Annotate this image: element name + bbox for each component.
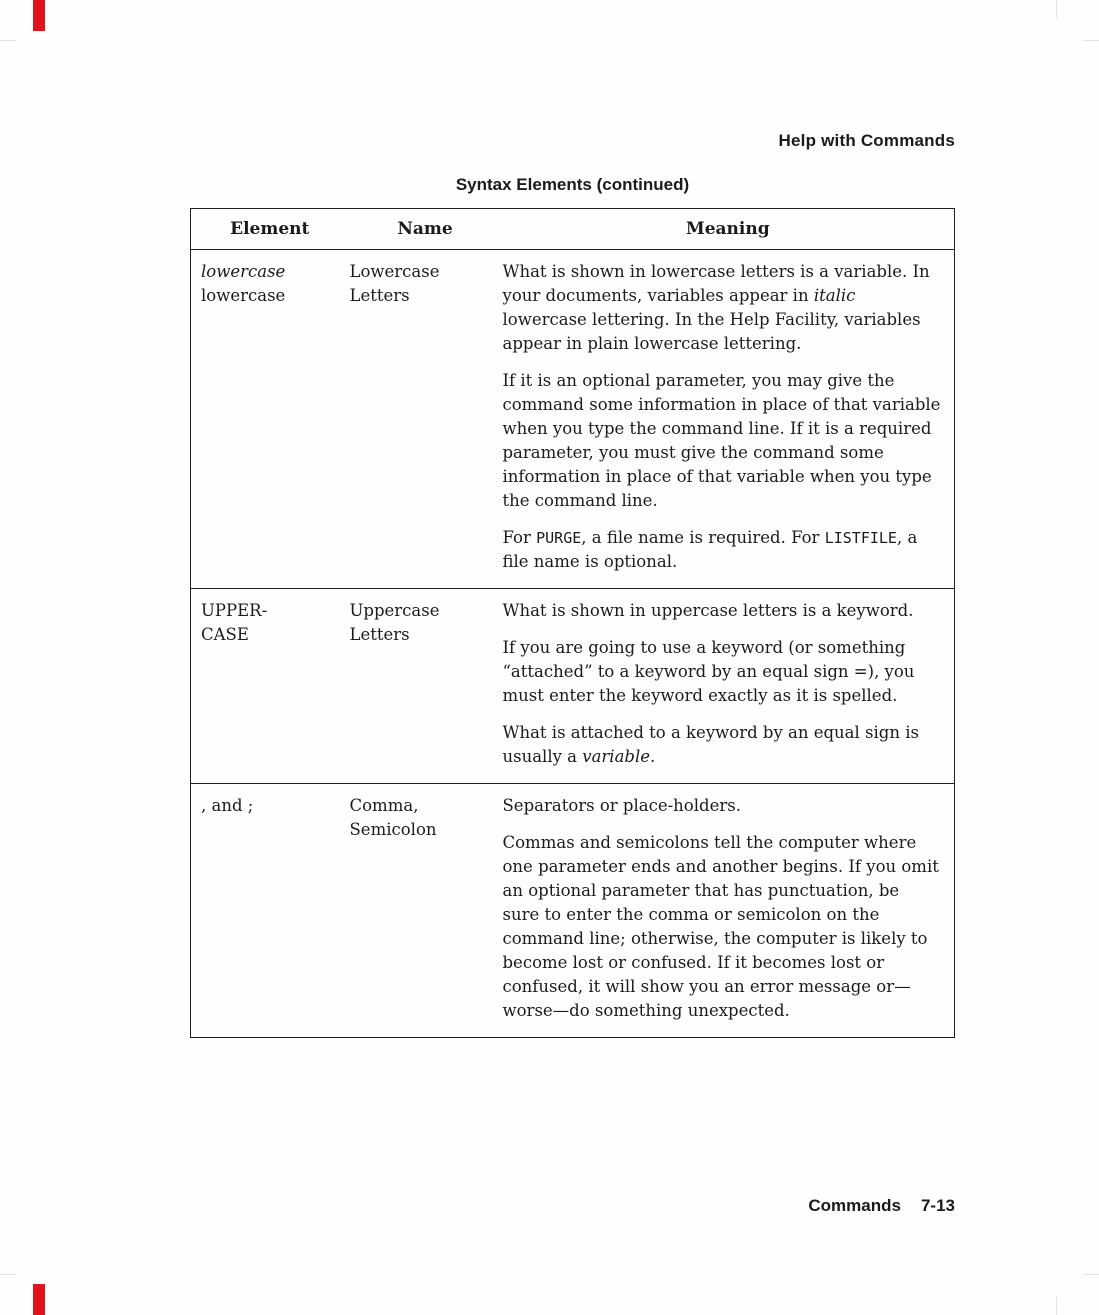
element-cell: [191, 250, 349, 589]
name-cell: [349, 784, 502, 1038]
text-segment: CASE: [201, 625, 249, 644]
command-name: LISTFILE: [824, 529, 897, 547]
meaning-paragraph: [503, 526, 942, 574]
text-segment: , a file name is optional.: [502, 528, 918, 571]
text-segment: What is attached to a keyword by an equal sign is usually a: [502, 723, 919, 766]
name-cell: [349, 250, 502, 589]
text-segment: lowercase: [201, 262, 286, 281]
table-row: [191, 250, 955, 589]
element-cell: [191, 784, 349, 1038]
footer-page-number: 7-13: [920, 1196, 955, 1215]
text-segment: italic: [813, 286, 856, 305]
meaning-paragraph: [503, 721, 942, 769]
text-segment: variable: [582, 747, 651, 766]
crop-mark: [1083, 1274, 1099, 1275]
meaning-paragraph: [503, 369, 942, 513]
element-line: [201, 794, 341, 818]
element-line: [201, 623, 341, 647]
text-segment: If it is an optional parameter, you may give the command some information in place of that variable when you type the command line. If it is a required parameter, you must give the command some information in place of that variable when you type the command line.: [502, 371, 941, 510]
table-title: Syntax Elements (continued): [455, 175, 690, 194]
column-header: Name: [349, 209, 502, 250]
meaning-paragraph: [503, 794, 942, 818]
meaning-cell: [502, 589, 955, 784]
table-body: [191, 250, 955, 1038]
text-segment: , a file name is required. For: [581, 528, 825, 547]
running-header: Help with Commands: [778, 131, 955, 150]
element-line: [201, 599, 341, 623]
text-segment: If you are going to use a keyword (or something “attached” to a keyword by an equal sign =), you must enter the keyword exactly as it is spelled.: [502, 638, 915, 705]
column-header: Element: [191, 209, 349, 250]
footer-section-label: Commands: [808, 1196, 901, 1215]
text-segment: Commas and semicolons tell the computer where one parameter ends and another begins. If you omit an optional parameter that has punctuation, be sure to enter the comma or semicolon on the command line; otherwise, the computer is likely to become lost or confused. If it becomes lost or confused, it will show you an error message or—worse—do something unexpected.: [502, 833, 939, 1020]
text-segment: What is shown in uppercase letters is a keyword.: [502, 601, 914, 620]
name-cell: [349, 589, 502, 784]
name-line: Lowercase: [349, 262, 440, 281]
meaning-paragraph: [503, 831, 942, 1023]
meaning-cell: [502, 784, 955, 1038]
table-header-row: [191, 209, 955, 250]
text-segment: Separators or place-holders.: [502, 796, 741, 815]
crop-mark: [1056, 1297, 1057, 1315]
registration-mark-top: [33, 0, 45, 31]
meaning-paragraph: [503, 599, 942, 623]
text-segment: What is shown in lowercase letters is a variable. In your documents, variables appear in: [502, 262, 930, 305]
name-line: Comma,: [349, 796, 419, 815]
meaning-paragraph: [503, 636, 942, 708]
syntax-elements-table: [190, 208, 955, 1038]
table-header: [191, 209, 955, 250]
element-line: [201, 284, 341, 308]
crop-mark: [0, 1274, 16, 1275]
table-row: [191, 784, 955, 1038]
table-row: [191, 589, 955, 784]
crop-mark: [1083, 40, 1099, 41]
name-line: Letters: [349, 625, 410, 644]
name-line: Letters: [349, 286, 410, 305]
command-name: PURGE: [536, 529, 582, 547]
page-footer: [808, 1196, 955, 1216]
text-segment: , and ;: [201, 796, 254, 815]
crop-mark: [0, 40, 16, 41]
element-line: [201, 260, 341, 284]
text-segment: .: [650, 747, 656, 766]
registration-mark-bottom: [33, 1284, 45, 1315]
name-line: Semicolon: [349, 820, 437, 839]
name-line: Uppercase: [349, 601, 440, 620]
text-segment: lowercase: [201, 286, 286, 305]
column-header: Meaning: [502, 209, 955, 250]
text-segment: lowercase lettering. In the Help Facility, variables appear in plain lowercase lettering.: [502, 310, 921, 353]
crop-mark: [1056, 0, 1057, 18]
meaning-paragraph: [503, 260, 942, 356]
text-segment: For: [502, 528, 537, 547]
element-cell: [191, 589, 349, 784]
meaning-cell: [502, 250, 955, 589]
text-segment: UPPER-: [201, 601, 268, 620]
